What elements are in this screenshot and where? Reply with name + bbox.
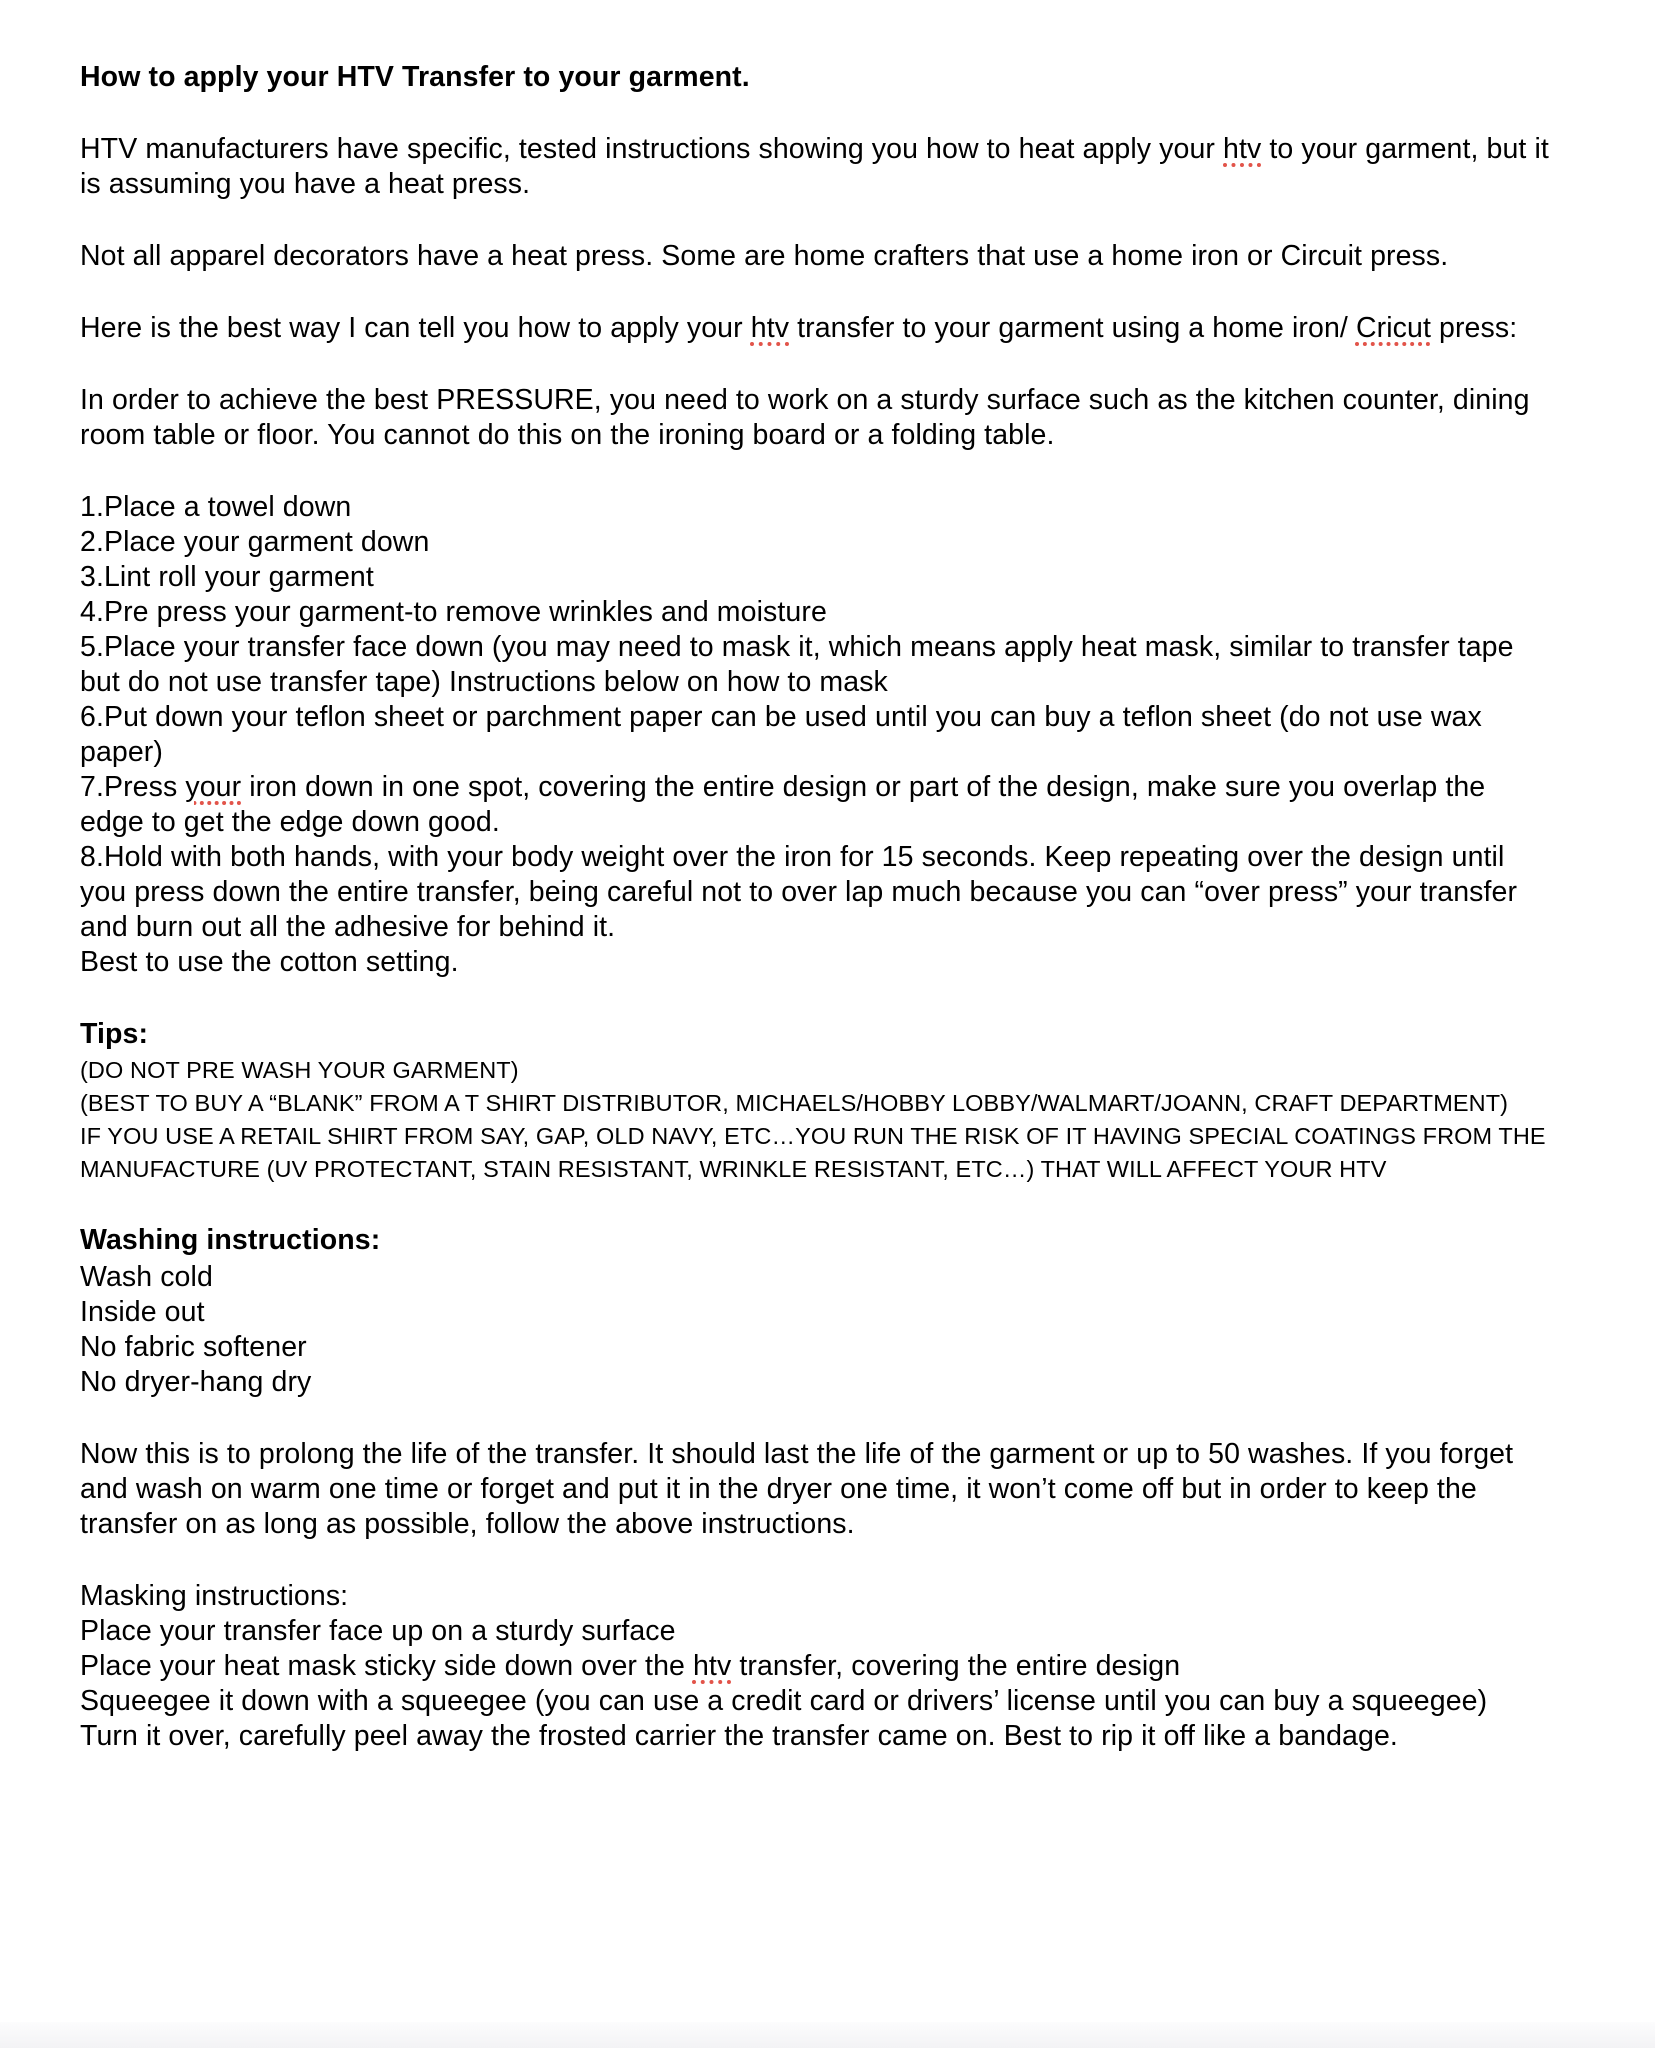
text-line (80, 1017, 1555, 1052)
text-run: 3.Lint roll your garment (80, 561, 374, 593)
text-line (80, 1295, 1555, 1330)
text-line (80, 560, 1555, 595)
text-line (80, 311, 1555, 346)
bottom-window-edge (0, 2022, 1655, 2048)
text-line (80, 770, 1555, 840)
text-line (80, 1330, 1555, 1365)
text-run: Tips: (80, 1018, 149, 1050)
text-run: Washing instructions: (80, 1224, 381, 1256)
tips-heading (80, 1017, 1555, 1052)
paragraph-prolong-life (80, 1437, 1555, 1542)
text-line (80, 1649, 1555, 1684)
text-run: (DO NOT PRE WASH YOUR GARMENT) (80, 1057, 519, 1083)
washing-list (80, 1260, 1555, 1400)
text-line (80, 1365, 1555, 1400)
application-steps (80, 490, 1555, 980)
text-run: Inside out (80, 1296, 205, 1328)
text-line (80, 239, 1555, 274)
text-line (80, 1054, 1555, 1087)
text-line (80, 595, 1555, 630)
text-line (80, 1579, 1555, 1614)
text-line (80, 630, 1555, 700)
masking-instructions (80, 1579, 1555, 1754)
text-run: Wash cold (80, 1261, 213, 1293)
text-run: Squeegee it down with a squeegee (you can use a credit card or drivers’ license until you can buy a squeegee) (80, 1685, 1488, 1717)
text-line (80, 1684, 1555, 1719)
text-run: 7.Press (80, 771, 186, 803)
misspelled-word: Cricut (1355, 312, 1431, 344)
text-run: 2.Place your garment down (80, 526, 430, 558)
text-run: 1.Place a towel down (80, 491, 352, 523)
tips-notes (80, 1054, 1555, 1186)
text-run: 8.Hold with both hands, with your body weight over the iron for 15 seconds. Keep repeating over the design until you press down the entire transfer, being careful not to over lap much because you can “over press” your transfer and burn out all the adhesive for behind it. (80, 841, 1518, 943)
text-line (80, 1437, 1555, 1542)
washing-heading (80, 1223, 1555, 1258)
text-run: Masking instructions: (80, 1580, 349, 1612)
text-run: IF YOU USE A RETAIL SHIRT FROM SAY, GAP, OLD NAVY, ETC…YOU RUN THE RISK OF IT HAVING SPECIAL COATINGS FROM THE MANUFACTURE (UV PROTECTANT, STAIN RESISTANT, WRINKLE RESISTANT, ETC…) THAT WILL AFFECT YOUR HTV (80, 1123, 1546, 1182)
text-line (80, 132, 1555, 202)
text-run: No dryer-hang dry (80, 1366, 312, 1398)
text-run: Here is the best way I can tell you how to apply your (80, 312, 751, 344)
paragraph-not-all-decorators (80, 239, 1555, 274)
text-line (80, 1120, 1555, 1186)
text-line (80, 1087, 1555, 1120)
text-run: transfer, covering the entire design (731, 1650, 1181, 1682)
misspelled-word: htv (1223, 133, 1262, 165)
text-run: How to apply your HTV Transfer to your garment. (80, 61, 750, 93)
text-line (80, 383, 1555, 453)
text-line (80, 700, 1555, 770)
text-line (80, 490, 1555, 525)
text-run: HTV manufacturers have specific, tested instructions showing you how to heat apply your (80, 133, 1224, 165)
document-title (80, 60, 1555, 95)
text-run: In order to achieve the best PRESSURE, you need to work on a sturdy surface such as the kitchen counter, dining room table or floor. You cannot do this on the ironing board or a folding table. (80, 384, 1530, 451)
text-line (80, 1260, 1555, 1295)
paragraph-pressure (80, 383, 1555, 453)
misspelled-word: your (185, 771, 242, 803)
misspelled-word: htv (750, 312, 790, 344)
paragraph-best-way (80, 311, 1555, 346)
text-run: iron down in one spot, covering the entire design or part of the design, make sure you overlap the edge to get the edge down good. (80, 771, 1486, 838)
paragraph-intro (80, 132, 1555, 202)
text-run: (BEST TO BUY A “BLANK” FROM A T SHIRT DISTRIBUTOR, MICHAELS/HOBBY LOBBY/WALMART/JOANN, CRAFT DEPARTMENT) (80, 1090, 1509, 1116)
text-line (80, 1719, 1555, 1754)
text-run: Now this is to prolong the life of the transfer. It should last the life of the garment or up to 50 washes. If you forget and wash on warm one time or forget and put it in the dryer one time, it won’t come off but in order to keep the transfer on as long as possible, follow the above instructions. (80, 1438, 1514, 1540)
text-line (80, 840, 1555, 945)
text-run: 6.Put down your teflon sheet or parchment paper can be used until you can buy a teflon sheet (do not use wax paper) (80, 701, 1482, 768)
text-run: Place your heat mask sticky side down over the (80, 1650, 693, 1682)
text-line (80, 1223, 1555, 1258)
text-run: No fabric softener (80, 1331, 307, 1363)
document-content (80, 60, 1555, 1754)
text-line (80, 525, 1555, 560)
text-run: transfer to your garment using a home iron/ (789, 312, 1356, 344)
text-line (80, 60, 1555, 95)
text-line (80, 1614, 1555, 1649)
text-line (80, 945, 1555, 980)
text-run: 4.Pre press your garment-to remove wrinkles and moisture (80, 596, 827, 628)
text-run: to your garment, but it is assuming you have a heat press. (80, 133, 1549, 200)
text-run: Turn it over, carefully peel away the frosted carrier the transfer came on. Best to rip it off like a bandage. (80, 1720, 1398, 1752)
text-run: press: (1430, 312, 1518, 344)
text-run: Best to use the cotton setting. (80, 946, 459, 978)
text-run: Place your transfer face up on a sturdy surface (80, 1615, 676, 1647)
misspelled-word: htv (692, 1650, 732, 1682)
text-run: Not all apparel decorators have a heat press. Some are home crafters that use a home iron or Circuit press. (80, 240, 1449, 272)
text-run: 5.Place your transfer face down (you may need to mask it, which means apply heat mask, similar to transfer tape but do not use transfer tape) Instructions below on how to mask (80, 631, 1514, 698)
